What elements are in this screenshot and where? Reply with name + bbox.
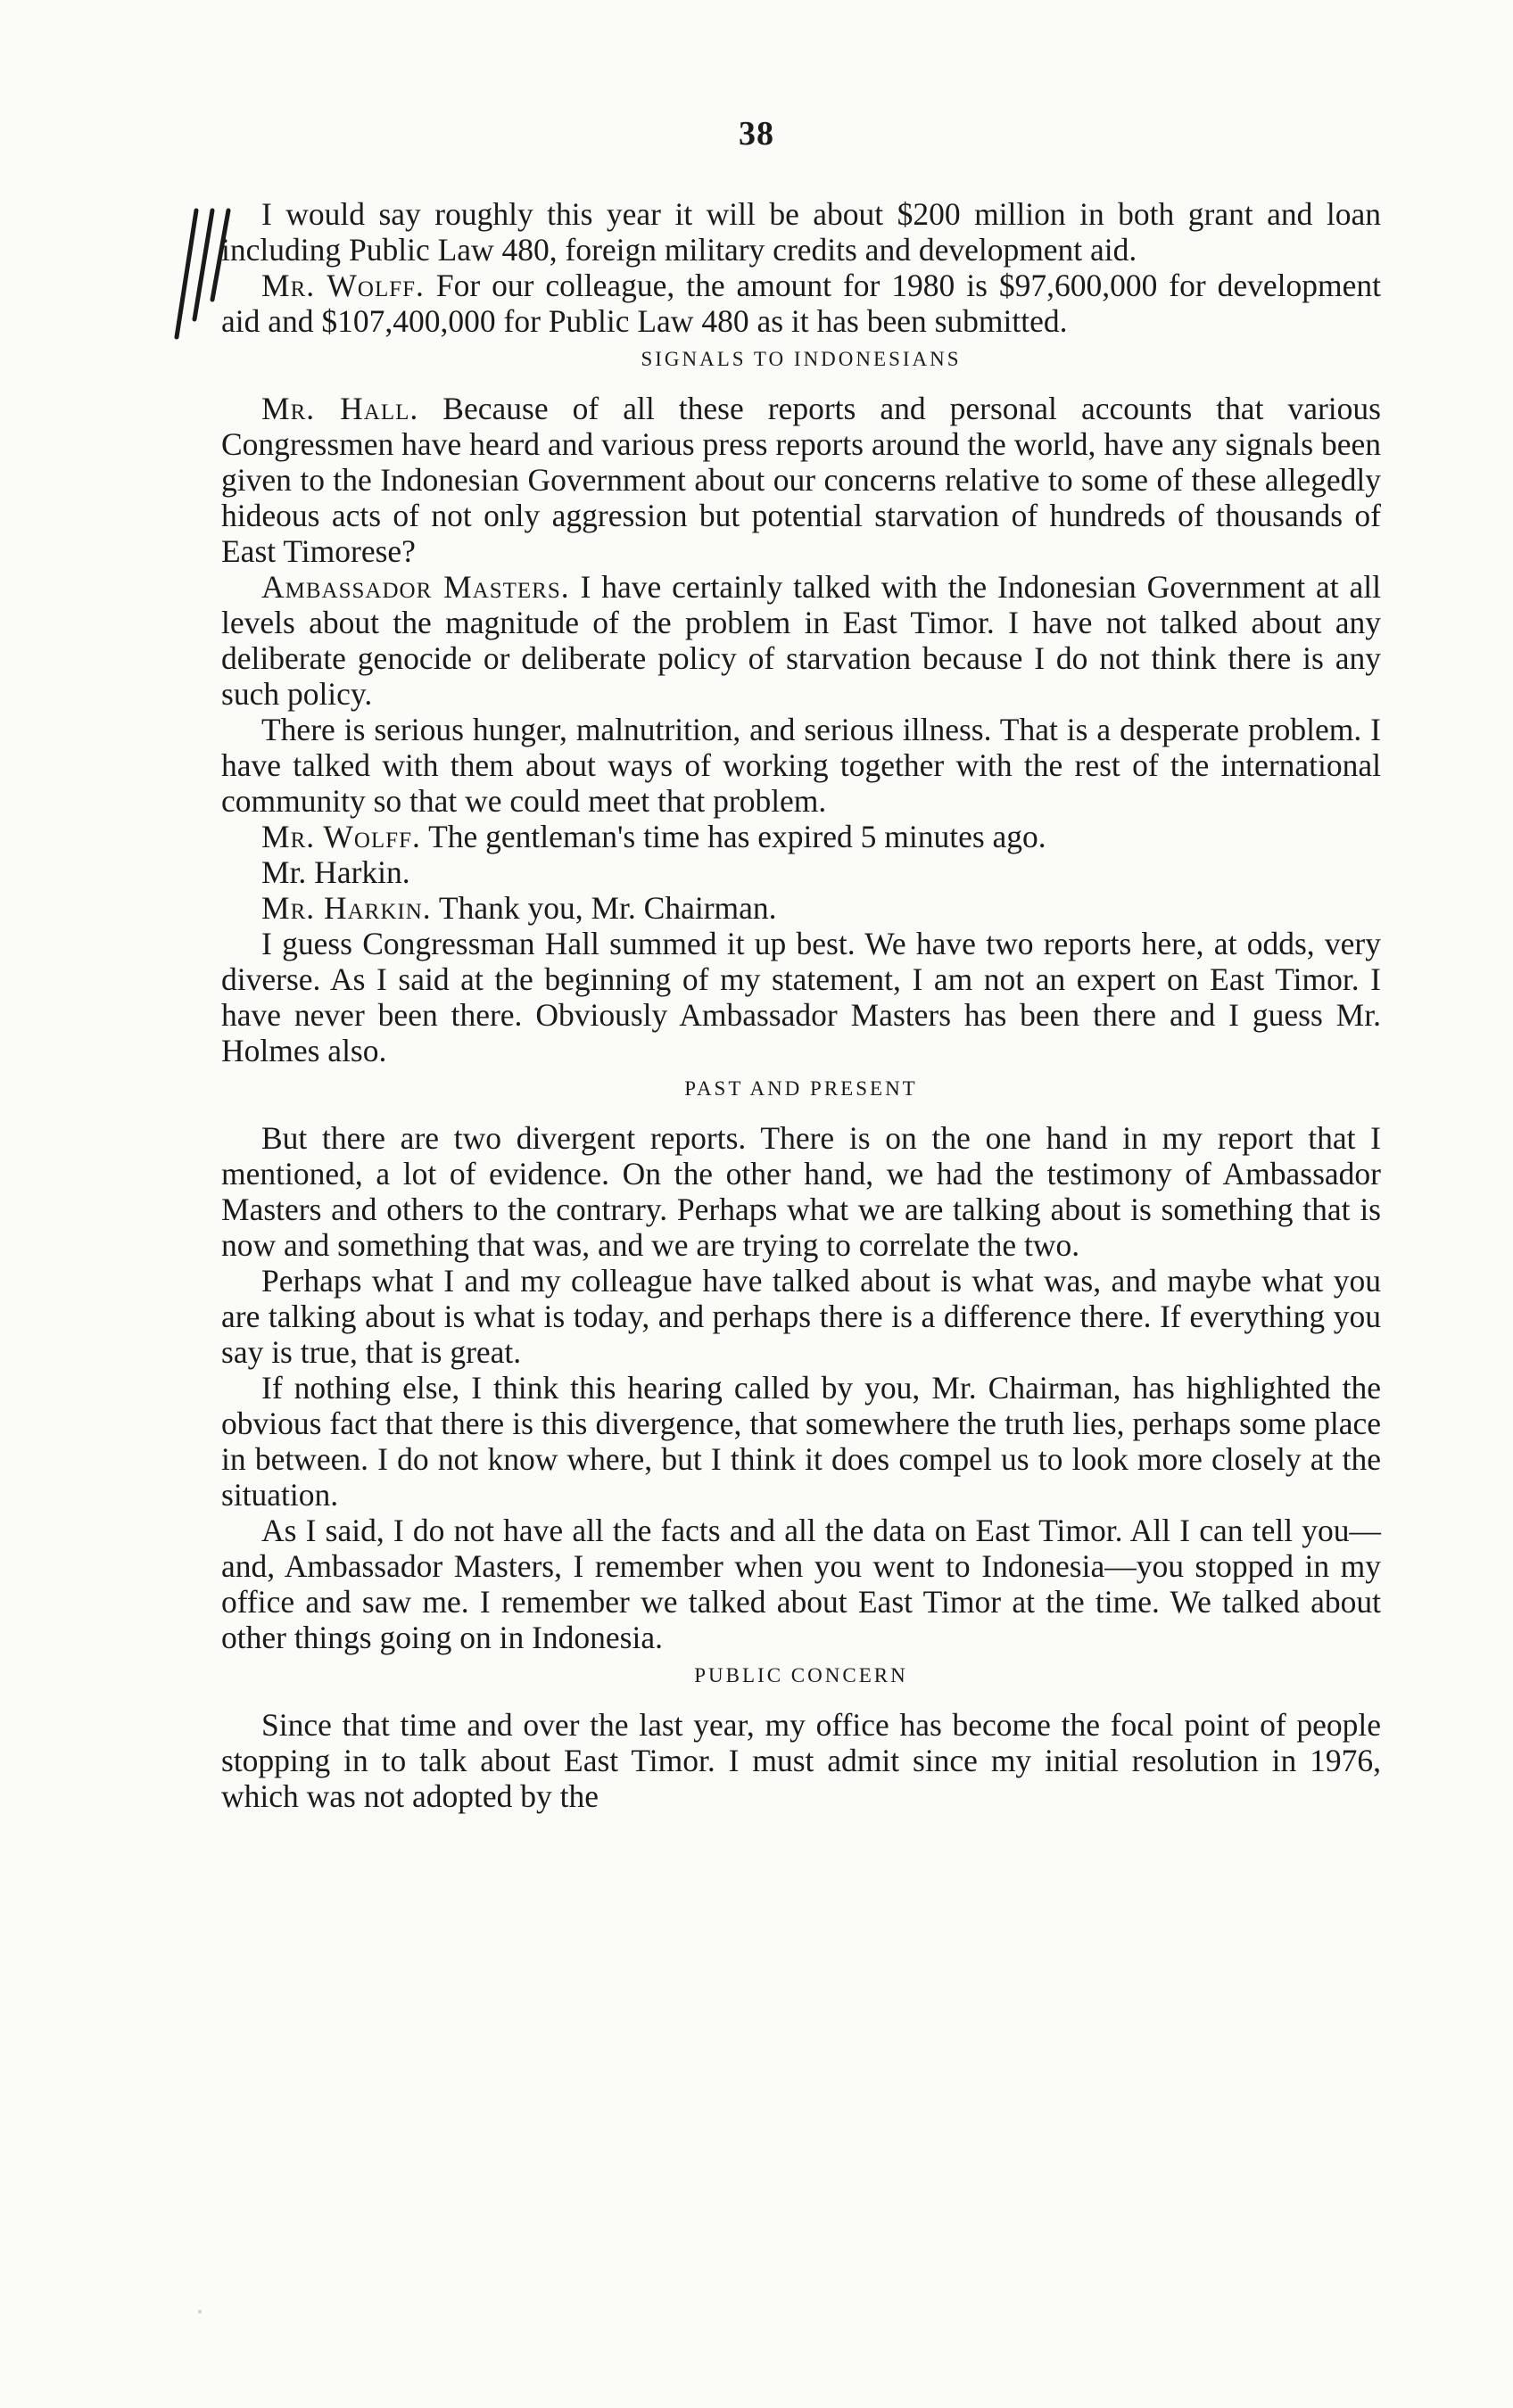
paragraph xyxy=(221,391,1381,569)
speaker-name: Mr. Harkin. xyxy=(261,890,432,926)
paragraph-text: There is serious hunger, malnutrition, and serious illness. That is a desperate problem. I have talked with them about ways of working together with the rest of the international community so that we could meet that problem. xyxy=(221,712,1381,819)
paragraph xyxy=(221,712,1381,819)
paragraph xyxy=(221,926,1381,1068)
speaker-name: Ambassador Masters. xyxy=(261,569,570,605)
paragraph xyxy=(221,890,1381,926)
paragraph xyxy=(221,1707,1381,1814)
paragraph-text: The gentleman's time has expired 5 minutes ago. xyxy=(420,819,1046,854)
section-heading: PUBLIC CONCERN xyxy=(694,1664,908,1686)
page-number: 38 xyxy=(739,115,774,153)
body-text xyxy=(221,196,1381,1814)
paragraph xyxy=(221,1263,1381,1370)
paragraph-text: I would say roughly this year it will be about $200 million in both grant and loan including Public Law 480, foreign military credits and development aid. xyxy=(221,196,1381,268)
paragraph-text: As I said, I do not have all the facts and all the data on East Timor. All I can tell you—and, Ambassador Masters, I remember when you went to Indonesia—you stopped in my office and saw me. I remember we talked about East Timor at the time. We talked about other things going on in Indonesia. xyxy=(221,1513,1381,1655)
section-heading: SIGNALS TO INDONESIANS xyxy=(641,348,962,370)
paragraph-text: If nothing else, I think this hearing called by you, Mr. Chairman, has highlighted the obvious fact that there is this divergence, that somewhere the truth lies, perhaps some place in between. I do not know where, but I think it does compel us to look more closely at the situation. xyxy=(221,1370,1381,1513)
paragraph xyxy=(221,196,1381,268)
paragraph xyxy=(221,1370,1381,1513)
paragraph-text: Because of all these reports and personal accounts that various Congressmen have heard and various press reports around the world, have any signals been given to the Indonesian Government about our concerns relative to some of these allegedly hideous acts of not only aggression but potential starvation of hundreds of thousands of East Timorese? xyxy=(221,391,1381,569)
scan-speck xyxy=(198,2310,202,2313)
paragraph xyxy=(221,854,1381,890)
speaker-name: Mr. Wolff. xyxy=(261,268,425,303)
paragraph xyxy=(221,1513,1381,1655)
paragraph-text: Perhaps what I and my colleague have talked about is what was, and maybe what you are talking about is what is today, and perhaps there is a difference there. If everything you say is true, that is great. xyxy=(221,1263,1381,1370)
paragraph xyxy=(221,819,1381,854)
paragraph-text: Mr. Harkin. xyxy=(261,854,410,890)
paragraph-text: But there are two divergent reports. There is on the one hand in my report that I mentioned, a lot of evidence. On the other hand, we had the testimony of Ambassador Masters and others to the contrary. Perhaps what we are talking about is something that is now and something that was, and we are trying to correlate the two. xyxy=(221,1120,1381,1263)
paragraph-text: For our colleague, the amount for 1980 is $97,600,000 for development aid and $107,400,000 for Public Law 480 as it has been submitted. xyxy=(221,268,1381,339)
paragraph-text: I guess Congressman Hall summed it up best. We have two reports here, at odds, very diverse. As I said at the beginning of my statement, I am not an expert on East Timor. I have never been there. Obviously Ambassador Masters has been there and I guess Mr. Holmes also. xyxy=(221,926,1381,1068)
section-heading: PAST AND PRESENT xyxy=(684,1077,918,1100)
speaker-name: Mr. Hall. xyxy=(261,391,419,426)
paragraph-text: I have certainly talked with the Indonesian Government at all levels about the magnitude of the problem in East Timor. I have not talked about any deliberate genocide or deliberate policy of starvation because I do not think there is any such policy. xyxy=(221,569,1381,712)
paragraph xyxy=(221,1120,1381,1263)
speaker-name: Mr. Wolff. xyxy=(261,819,421,854)
paragraph-text: Since that time and over the last year, my office has become the focal point of people stopping in to talk about East Timor. I must admit since my initial resolution in 1976, which was not adopted by the xyxy=(221,1707,1381,1814)
paragraph xyxy=(221,268,1381,339)
paragraph xyxy=(221,569,1381,712)
paragraph-text: Thank you, Mr. Chairman. xyxy=(431,890,777,926)
